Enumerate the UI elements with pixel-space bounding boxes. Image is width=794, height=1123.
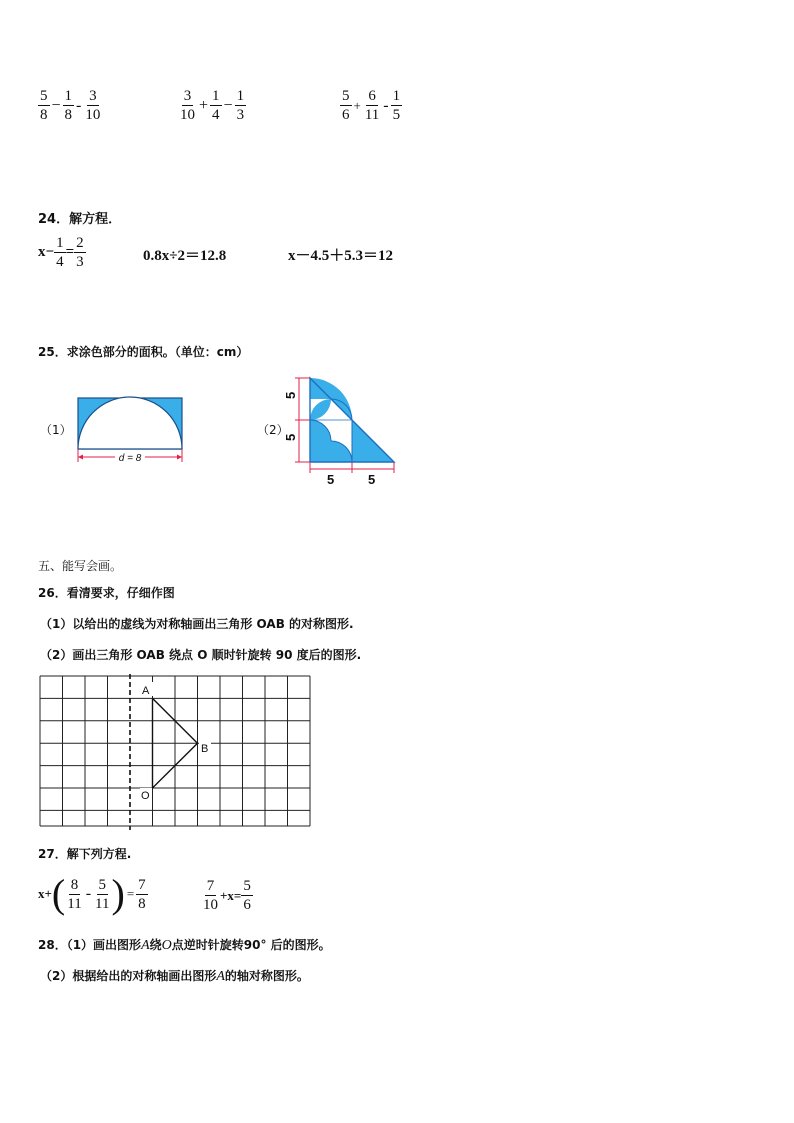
q28-part-2: （2）根据给出的对称轴画出图形A的轴对称图形。 xyxy=(40,969,309,984)
fraction: $\frac{1}{4}$ xyxy=(212,88,220,123)
q27-equation-2: $\frac{7}{10}$ +x= $\frac{5}{6}$ xyxy=(203,878,251,913)
calc-expression-3: $\frac{5}{6}$ + $\frac{6}{11}$ - $\frac{1}{5}$ xyxy=(342,88,401,123)
q24-equation-1: x− $\frac{1}{4}$ = $\frac{2}{3}$ xyxy=(38,235,84,270)
paren-left: ( xyxy=(51,871,66,916)
q26-part-1: （1）以给出的虚线为对称轴画出三角形 OAB 的对称图形. xyxy=(40,617,354,631)
q27-title: 27．解下列方程. xyxy=(38,847,132,861)
arrow-right-icon xyxy=(177,455,182,460)
fraction: $\frac{7}{10}$ xyxy=(203,878,218,913)
q27-equation-1: x+ ( $\frac{8}{11}$ - $\frac{5}{11}$ ) = $\frac{7}{8}$ xyxy=(38,871,146,916)
q28-part-1: 28．（1）画出图形A绕O点逆时针旋转90° 后的图形。 xyxy=(38,938,331,953)
point-b-label: B xyxy=(201,743,209,755)
dim-left-top: 5 xyxy=(283,391,298,399)
q25-figure-1 xyxy=(70,388,195,468)
dim-bottom-left: 5 xyxy=(327,472,335,487)
fraction: $\frac{1}{4}$ xyxy=(56,235,64,270)
q25-label-1: （1） xyxy=(40,423,72,437)
q26-title: 26．看清要求，仔细作图 xyxy=(38,586,175,600)
q24-title: 24．解方程． xyxy=(38,212,122,227)
q25-figure-2 xyxy=(282,370,402,490)
q26-part-2: （2）画出三角形 OAB 绕点 O 顺时针旋转 90 度后的图形. xyxy=(40,648,362,662)
calc-expression-1: $\frac{5}{8}$ − $\frac{1}{8}$ - $\frac{3}{10}$ xyxy=(40,88,101,123)
fraction: $\frac{1}{3}$ xyxy=(236,88,245,123)
dim-left-bottom: 5 xyxy=(283,433,298,441)
section-5-title: 五、能写会画。 xyxy=(38,559,123,573)
q25-label-2: （2） xyxy=(257,423,289,437)
fraction: $\frac{8}{11}$ xyxy=(67,876,82,912)
arrow-left-icon xyxy=(78,455,83,460)
q26-grid xyxy=(38,674,314,830)
fraction: $\frac{5}{8}$ xyxy=(40,88,48,123)
q24-equation-2: 0.8x÷2＝12.8 xyxy=(143,248,227,264)
fraction: $\frac{3}{10}$ xyxy=(85,88,101,123)
fraction: $\frac{7}{8}$ xyxy=(138,876,146,912)
point-o-label: O xyxy=(141,790,150,802)
fraction: $\frac{6}{11}$ xyxy=(364,88,380,123)
point-a-label: A xyxy=(142,685,150,697)
fraction: $\frac{1}{5}$ xyxy=(392,88,401,123)
fraction: $\frac{2}{3}$ xyxy=(76,235,84,270)
fraction: $\frac{1}{8}$ xyxy=(64,88,73,123)
fraction: $\frac{5}{6}$ xyxy=(243,878,251,913)
diameter-label: d = 8 xyxy=(118,453,142,464)
calc-expression-2: $\frac{3}{10}$ + $\frac{1}{4}$ − $\frac{1}{3}$ xyxy=(180,88,245,123)
q24-equation-3: x－4.5＋5.3＝12 xyxy=(288,248,394,264)
grid-lines xyxy=(40,676,310,826)
dim-bottom-right: 5 xyxy=(368,472,376,487)
fraction: $\frac{3}{10}$ xyxy=(180,88,195,123)
q25-title: 25．求涂色部分的面积。（单位：cm） xyxy=(38,345,249,359)
fraction: $\frac{5}{11}$ xyxy=(95,876,110,912)
fraction: $\frac{5}{6}$ xyxy=(342,88,350,123)
paren-right: ) xyxy=(111,871,125,916)
